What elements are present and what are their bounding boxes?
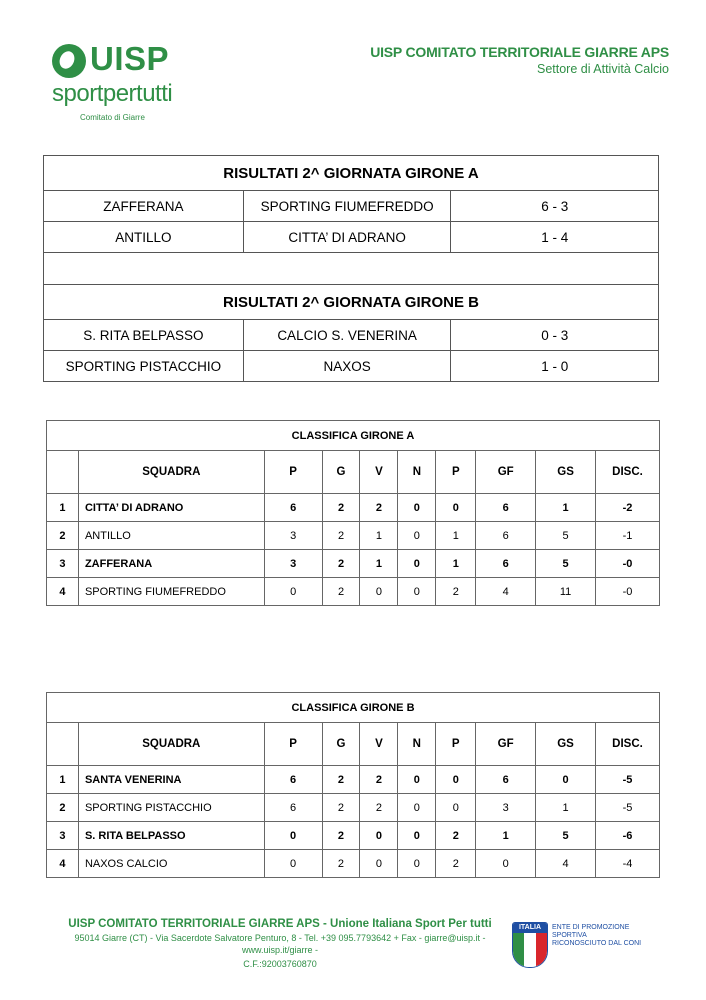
position: 2 xyxy=(47,794,79,822)
position: 3 xyxy=(47,822,79,850)
position: 2 xyxy=(47,522,79,550)
org-name: UISP COMITATO TERRITORIALE GIARRE APS xyxy=(370,44,669,60)
score: 1 - 0 xyxy=(451,351,659,382)
stat-cell: 1 xyxy=(536,494,596,522)
stat-cell: 1 xyxy=(436,550,476,578)
italy-shield-icon xyxy=(512,922,548,968)
column-header: GS xyxy=(536,451,596,494)
stat-cell: 1 xyxy=(476,822,536,850)
column-header: GS xyxy=(536,723,596,766)
stat-cell: 3 xyxy=(264,522,322,550)
position: 4 xyxy=(47,850,79,878)
score: 1 - 4 xyxy=(451,222,659,253)
logo-subtext: sportpertutti xyxy=(52,80,173,107)
stat-cell: 5 xyxy=(536,822,596,850)
column-header: GF xyxy=(476,723,536,766)
stat-cell: 0 xyxy=(398,822,436,850)
position: 1 xyxy=(47,766,79,794)
team-name: CITTA’ DI ADRANO xyxy=(78,494,264,522)
stat-cell: 0 xyxy=(398,766,436,794)
stat-cell: 0 xyxy=(398,494,436,522)
stat-cell: 0 xyxy=(360,822,398,850)
standings-row xyxy=(47,794,660,822)
stat-cell: 2 xyxy=(322,822,360,850)
result-row xyxy=(44,351,659,382)
stat-cell: 6 xyxy=(476,766,536,794)
position: 4 xyxy=(47,578,79,606)
stat-cell: 11 xyxy=(536,578,596,606)
stat-cell: 5 xyxy=(536,550,596,578)
stat-cell: 2 xyxy=(322,766,360,794)
footer-address: 95014 Giarre (CT) - Via Sacerdote Salvatore Penturo, 8 - Tel. +39 095.7793642 + Fax - giarre@uisp.it - www.uisp.it/giarre - xyxy=(74,933,486,955)
standings-row xyxy=(47,522,660,550)
footer-org: UISP COMITATO TERRITORIALE GIARRE APS - Unione Italiana Sport Per tutti xyxy=(68,918,492,930)
stat-cell: -6 xyxy=(596,822,660,850)
team-name: S. RITA BELPASSO xyxy=(78,822,264,850)
stat-cell: 6 xyxy=(476,550,536,578)
standings-header xyxy=(47,451,660,494)
standings-row xyxy=(47,550,660,578)
footer-fiscal-code: C.F.:92003760870 xyxy=(243,959,317,969)
stat-cell: 0 xyxy=(360,850,398,878)
uisp-logo xyxy=(52,42,202,124)
results-title-b: RISULTATI 2^ GIORNATA GIRONE B xyxy=(44,285,659,320)
logo-text: UISP xyxy=(90,40,170,77)
position: 3 xyxy=(47,550,79,578)
stat-cell: 6 xyxy=(264,794,322,822)
standings-row xyxy=(47,578,660,606)
stat-cell: 0 xyxy=(536,766,596,794)
stat-cell: -2 xyxy=(596,494,660,522)
team-name: SPORTING PISTACCHIO xyxy=(78,794,264,822)
team-name: ANTILLO xyxy=(78,522,264,550)
score: 6 - 3 xyxy=(451,191,659,222)
column-header: DISC. xyxy=(596,451,660,494)
column-header: N xyxy=(398,723,436,766)
standings-row xyxy=(47,850,660,878)
stat-cell: 2 xyxy=(322,550,360,578)
stat-cell: 4 xyxy=(476,578,536,606)
column-header: V xyxy=(360,451,398,494)
away-team: CALCIO S. VENERINA xyxy=(243,320,451,351)
column-header: SQUADRA xyxy=(78,723,264,766)
team-name: SANTA VENERINA xyxy=(78,766,264,794)
stat-cell: 0 xyxy=(398,794,436,822)
column-header: G xyxy=(322,451,360,494)
stat-cell: 2 xyxy=(436,822,476,850)
stat-cell: 0 xyxy=(398,550,436,578)
result-row xyxy=(44,191,659,222)
column-header: G xyxy=(322,723,360,766)
stat-cell: 2 xyxy=(322,578,360,606)
pos-header xyxy=(47,451,79,494)
stat-cell: 2 xyxy=(322,522,360,550)
coni-badge xyxy=(512,922,642,970)
spacer-row xyxy=(44,253,659,285)
standings-title: CLASSIFICA GIRONE A xyxy=(47,421,660,451)
result-row xyxy=(44,320,659,351)
stat-cell: -0 xyxy=(596,578,660,606)
stat-cell: 3 xyxy=(264,550,322,578)
footer xyxy=(40,918,520,970)
uisp-ball-icon xyxy=(52,44,86,78)
score: 0 - 3 xyxy=(451,320,659,351)
standings-title: CLASSIFICA GIRONE B xyxy=(47,693,660,723)
stat-cell: 0 xyxy=(264,850,322,878)
column-header: GF xyxy=(476,451,536,494)
standings-row xyxy=(47,494,660,522)
stat-cell: 6 xyxy=(264,766,322,794)
stat-cell: 2 xyxy=(360,766,398,794)
results-table xyxy=(43,155,659,382)
standings-row xyxy=(47,822,660,850)
stat-cell: 6 xyxy=(476,494,536,522)
stat-cell: -5 xyxy=(596,766,660,794)
stat-cell: -4 xyxy=(596,850,660,878)
stat-cell: 2 xyxy=(436,850,476,878)
coni-country: ITALIA xyxy=(513,923,547,933)
stat-cell: 1 xyxy=(360,550,398,578)
column-header: N xyxy=(398,451,436,494)
stat-cell: 0 xyxy=(436,794,476,822)
home-team: S. RITA BELPASSO xyxy=(44,320,244,351)
column-header: SQUADRA xyxy=(78,451,264,494)
coni-text: ENTE DI PROMOZIONE SPORTIVA RICONOSCIUTO DAL CONI xyxy=(552,924,642,947)
stat-cell: 0 xyxy=(360,578,398,606)
stat-cell: 0 xyxy=(436,766,476,794)
away-team: CITTA’ DI ADRANO xyxy=(243,222,451,253)
stat-cell: 0 xyxy=(436,494,476,522)
column-header: P xyxy=(264,723,322,766)
stat-cell: 2 xyxy=(322,850,360,878)
home-team: SPORTING PISTACCHIO xyxy=(44,351,244,382)
away-team: NAXOS xyxy=(243,351,451,382)
stat-cell: 2 xyxy=(360,494,398,522)
column-header: P xyxy=(436,723,476,766)
stat-cell: 6 xyxy=(264,494,322,522)
column-header: DISC. xyxy=(596,723,660,766)
stat-cell: 0 xyxy=(264,578,322,606)
stat-cell: 0 xyxy=(398,522,436,550)
stat-cell: 1 xyxy=(360,522,398,550)
stat-cell: 2 xyxy=(436,578,476,606)
stat-cell: 1 xyxy=(536,794,596,822)
pos-header xyxy=(47,723,79,766)
stat-cell: 2 xyxy=(322,494,360,522)
stat-cell: 3 xyxy=(476,794,536,822)
team-name: NAXOS CALCIO xyxy=(78,850,264,878)
stat-cell: -0 xyxy=(596,550,660,578)
standings-header xyxy=(47,723,660,766)
stat-cell: 0 xyxy=(398,850,436,878)
team-name: SPORTING FIUMEFREDDO xyxy=(78,578,264,606)
logo-committee: Comitato di Giarre xyxy=(80,113,145,122)
stat-cell: -5 xyxy=(596,794,660,822)
stat-cell: 2 xyxy=(322,794,360,822)
header-org xyxy=(370,44,669,76)
org-sector: Settore di Attività Calcio xyxy=(536,62,669,76)
stat-cell: 0 xyxy=(264,822,322,850)
column-header: V xyxy=(360,723,398,766)
team-name: ZAFFERANA xyxy=(78,550,264,578)
stat-cell: 4 xyxy=(536,850,596,878)
stat-cell: 0 xyxy=(398,578,436,606)
stat-cell: 1 xyxy=(436,522,476,550)
column-header: P xyxy=(436,451,476,494)
standings-table-a xyxy=(46,420,660,606)
result-row xyxy=(44,222,659,253)
standings-row xyxy=(47,766,660,794)
column-header: P xyxy=(264,451,322,494)
stat-cell: 6 xyxy=(476,522,536,550)
away-team: SPORTING FIUMEFREDDO xyxy=(243,191,451,222)
standings-table-b xyxy=(46,692,660,878)
position: 1 xyxy=(47,494,79,522)
home-team: ZAFFERANA xyxy=(44,191,244,222)
results-title-a: RISULTATI 2^ GIORNATA GIRONE A xyxy=(44,156,659,191)
stat-cell: 5 xyxy=(536,522,596,550)
stat-cell: 2 xyxy=(360,794,398,822)
stat-cell: -1 xyxy=(596,522,660,550)
stat-cell: 0 xyxy=(476,850,536,878)
home-team: ANTILLO xyxy=(44,222,244,253)
